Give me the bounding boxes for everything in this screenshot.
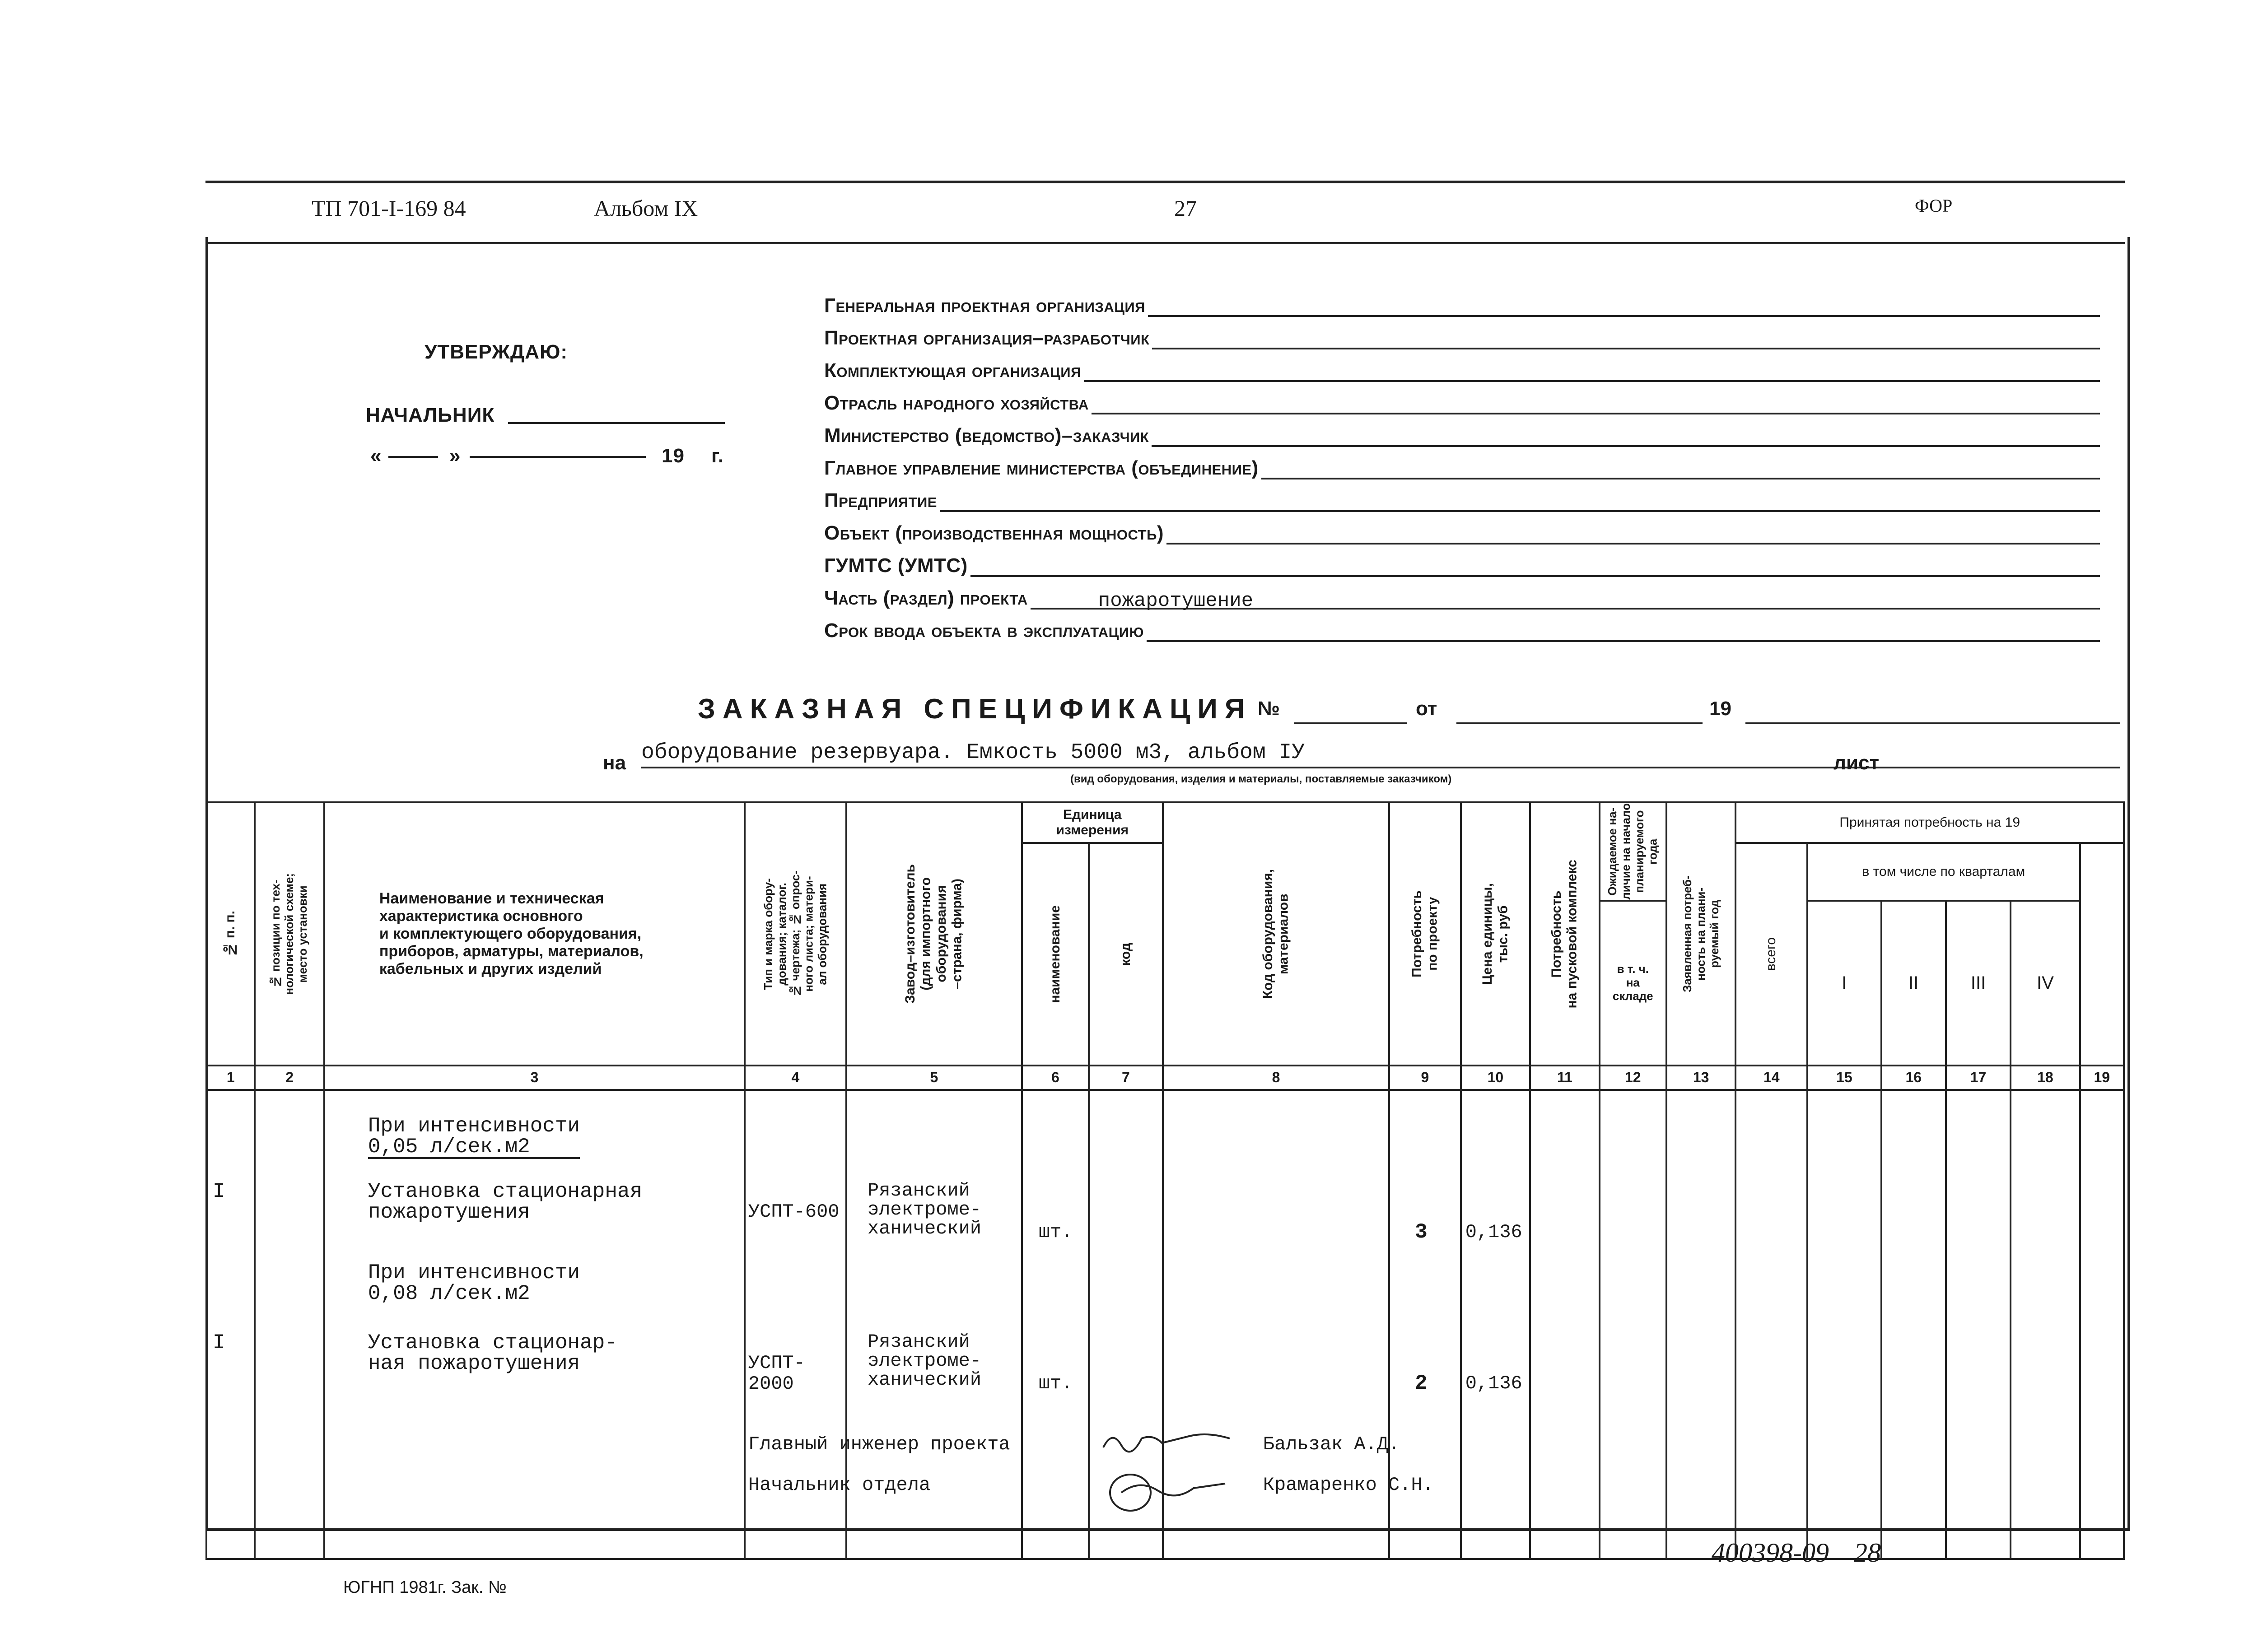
row1-unit: шт. (1038, 1221, 1073, 1243)
cell-col-6 (1022, 1090, 1089, 1559)
column-number: 6 (1022, 1066, 1089, 1090)
spec-sheets-line (1745, 722, 2120, 724)
header-col-12-sub: в т. ч. на складе (1600, 901, 1666, 1066)
sig1-role: Главный инженер проекта (748, 1433, 1010, 1455)
cell-col-13 (1666, 1090, 1735, 1559)
row2-qty: 2 (1415, 1371, 1428, 1395)
field-label: Часть (раздел) проекта (824, 587, 1028, 609)
sig2-role: Начальник отдела (748, 1474, 931, 1496)
header-text: код (1118, 942, 1133, 966)
cell-col-11 (1530, 1090, 1599, 1559)
header-quarter-4: IV (2011, 901, 2080, 1066)
row1-name: Установка стационарная пожаротушения (368, 1179, 643, 1224)
field-commission-date (824, 614, 2100, 642)
header-col-4 (745, 802, 846, 1066)
cell-col-1 (206, 1090, 255, 1559)
field-object (824, 517, 2100, 544)
date-quote-close: » (449, 445, 461, 467)
row1-num: I (213, 1179, 225, 1203)
page-number: 27 (1174, 195, 1197, 221)
header-text: Ожидаемое на- личие на начало планируемого года (1605, 803, 1660, 900)
field-value (1147, 622, 2100, 642)
cell-col-15 (1807, 1090, 1881, 1559)
header-quarter-2: II (1881, 901, 1946, 1066)
row2-unit: шт. (1038, 1372, 1073, 1394)
column-number-row (206, 1066, 2124, 1090)
header-col-14 (1735, 843, 1807, 1066)
date-day-line (388, 456, 438, 458)
row1-maker: Рязанский электроме- ханический (867, 1179, 982, 1239)
column-number: 12 (1600, 1066, 1666, 1090)
header-col-10 (1461, 802, 1530, 1066)
field-design-org (824, 321, 2100, 349)
cell-col-3 (324, 1090, 745, 1559)
header-unit-group: Единица измерения (1022, 802, 1163, 843)
column-number: 5 (846, 1066, 1022, 1090)
field-value (940, 492, 2100, 512)
header-col-8 (1163, 802, 1389, 1066)
field-value (1166, 525, 2100, 544)
spec-year-label: 19 (1709, 698, 1731, 720)
header-quarter-3: III (1946, 901, 2011, 1066)
column-number: 1 (206, 1066, 255, 1090)
field-value: пожаротушение (1031, 590, 2100, 610)
field-enterprise (824, 484, 2100, 512)
header-text: всего (1763, 937, 1779, 971)
spec-title: ЗАКАЗНАЯ СПЕЦИФИКАЦИЯ (698, 693, 1252, 725)
column-number: 13 (1666, 1066, 1735, 1090)
column-number: 10 (1461, 1066, 1530, 1090)
cell-col-14 (1735, 1090, 1807, 1559)
album-label: Альбом IX (594, 195, 698, 221)
cell-col-19 (2080, 1090, 2124, 1559)
field-label: Предприятие (824, 489, 937, 512)
cell-col-5 (846, 1090, 1022, 1559)
header-quarter-group: в том числе по кварталам (1807, 843, 2080, 901)
field-main-department (824, 451, 2100, 479)
cell-col-7 (1089, 1090, 1163, 1559)
row2-intro: При интенсивности 0,08 л/сек.м2 (368, 1261, 580, 1305)
column-number: 2 (255, 1066, 324, 1090)
header-col-2 (255, 802, 324, 1066)
spec-subject: оборудование резервуара. Емкость 5000 м3, альбом IУ (641, 740, 2120, 768)
field-supply-org (824, 354, 2100, 382)
header-accepted-group: Принятая потребность на 19 (1735, 802, 2124, 843)
sig2-name: Крамаренко С.Н. (1263, 1474, 1434, 1496)
cell-col-16 (1881, 1090, 1946, 1559)
cell-col-8 (1163, 1090, 1434, 1559)
column-number: 3 (324, 1066, 745, 1090)
field-label: Отрасль народного хозяйства (824, 392, 1089, 414)
spec-number-label: № (1258, 698, 1280, 720)
row1-type: УСПТ-600 (748, 1201, 840, 1223)
cell-col-12 (1600, 1090, 1666, 1559)
column-number: 8 (1163, 1066, 1389, 1090)
field-project-part (824, 582, 2100, 610)
field-value (1261, 460, 2100, 479)
cell-col-17 (1946, 1090, 2011, 1559)
column-number: 14 (1735, 1066, 1807, 1090)
page-mark: 28 (1853, 1538, 1881, 1568)
header-col-3 (324, 802, 745, 1066)
header-col-1 (206, 802, 255, 1066)
chief-signature-line (508, 422, 725, 424)
header-col-19 (2080, 843, 2124, 1066)
column-number: 17 (1946, 1066, 2011, 1090)
form-label: ФОР (1915, 195, 1953, 216)
archive-number (1712, 1537, 1881, 1568)
field-value (970, 557, 2100, 577)
row1-price: 0,136 (1465, 1221, 1522, 1243)
archive-number-value: 400398-09 (1712, 1538, 1829, 1568)
row2-price: 0,136 (1465, 1372, 1522, 1394)
header-text: наименование (1047, 905, 1063, 1003)
cell-col-2 (255, 1090, 324, 1559)
row1-qty: 3 (1415, 1220, 1428, 1244)
header-text: Потребность на пусковой комплекс (1549, 859, 1580, 1009)
header-quarter-1: I (1807, 901, 1881, 1066)
header-col-6 (1022, 843, 1089, 1066)
header-text: Завод–изготовитель (для импортного оборудования –страна, фирма) (903, 864, 965, 1004)
header-col-11 (1530, 802, 1599, 1066)
row2-num: I (213, 1331, 225, 1354)
field-label: Срок ввода объекта в эксплуатацию (824, 619, 1144, 642)
table-body-row (206, 1090, 2124, 1559)
top-header-strip (205, 181, 2125, 244)
cell-col-18 (2011, 1090, 2080, 1559)
header-text: Тип и марка обору- дования; каталог. № чертежа; № опрос- ного листа; матери- ал оборудования (761, 870, 829, 998)
header-text: Код оборудования, материалов (1260, 869, 1291, 999)
row2-name: Установка стационар- ная пожаротушения (368, 1331, 617, 1375)
date-month-line (470, 456, 646, 458)
field-label: Главное управление министерства (объединение) (824, 457, 1259, 479)
doc-code: ТП 701-I-169 84 (312, 195, 466, 221)
field-value (1084, 362, 2100, 382)
header-col-7 (1089, 843, 1163, 1066)
field-ministry (824, 419, 2100, 447)
cell-col-9 (1389, 1090, 1461, 1559)
approve-label: УТВЕРЖДАЮ: (425, 341, 568, 363)
sheet-label: лист (1833, 752, 1880, 774)
row2-maker: Рязанский электроме- ханический (867, 1331, 982, 1391)
field-label: Объект (производственная мощность) (824, 522, 1164, 544)
sig1-name: Бальзак А.Д. (1263, 1433, 1400, 1455)
chief-label: НАЧАЛЬНИК (366, 404, 495, 426)
column-number: 11 (1530, 1066, 1599, 1090)
column-number: 15 (1807, 1066, 1881, 1090)
column-number: 16 (1881, 1066, 1946, 1090)
header-text: № п. п. (223, 911, 238, 957)
spec-from-label: от (1416, 698, 1437, 720)
header-text: Потребность по проекту (1409, 890, 1440, 977)
header-text: Цена единицы, тыс. руб (1479, 883, 1511, 985)
field-value (1152, 427, 2100, 447)
field-gumts (824, 549, 2100, 577)
field-general-org (824, 289, 2100, 317)
header-text: Заявленная потреб- ность на плани- руемый год (1680, 875, 1721, 992)
header-col-5 (846, 802, 1022, 1066)
header-text: Наименование и техническая характеристика основного и комплектующего оборудования, приборов, арматуры, материалов, кабельных и других изделий (379, 889, 644, 978)
field-label: Проектная организация–разработчик (824, 327, 1150, 349)
row2-type: УСПТ- 2000 (748, 1352, 805, 1395)
header-col-13 (1666, 802, 1735, 1066)
field-value (1152, 330, 2100, 349)
field-value (1092, 395, 2100, 414)
field-label: ГУМТС (УМТС) (824, 554, 968, 577)
field-industry (824, 386, 2100, 414)
date-year-prefix: 19 (662, 445, 685, 467)
column-number: 19 (2080, 1066, 2124, 1090)
row1-intro: При интенсивности 0,05 л/сек.м2 (368, 1114, 580, 1159)
date-year-suffix: г. (711, 445, 724, 467)
field-value (1148, 297, 2100, 317)
spec-subject-caption: (вид оборудования, изделия и материалы, поставляемые заказчиком) (1070, 773, 1452, 785)
header-col-9 (1389, 802, 1461, 1066)
spec-date-line (1456, 722, 1703, 724)
field-label: Министерство (ведомство)–заказчик (824, 424, 1149, 447)
cell-col-10 (1461, 1090, 1530, 1559)
field-label: Комплектующая организация (824, 359, 1081, 382)
print-note: ЮГНП 1981г. Зак. № (343, 1578, 507, 1597)
column-number: 7 (1089, 1066, 1163, 1090)
field-label: Генеральная проектная организация (824, 294, 1145, 316)
date-quote-open: « (370, 445, 382, 467)
spec-table (205, 801, 2125, 1560)
spec-number-line (1294, 722, 1407, 724)
column-number: 9 (1389, 1066, 1461, 1090)
column-number: 18 (2011, 1066, 2080, 1090)
header-col-12 (1600, 802, 1666, 901)
column-number: 4 (745, 1066, 846, 1090)
spec-on-label: на (603, 752, 626, 774)
header-text: № позиции по тех- нологической схеме; место установки (269, 873, 310, 995)
